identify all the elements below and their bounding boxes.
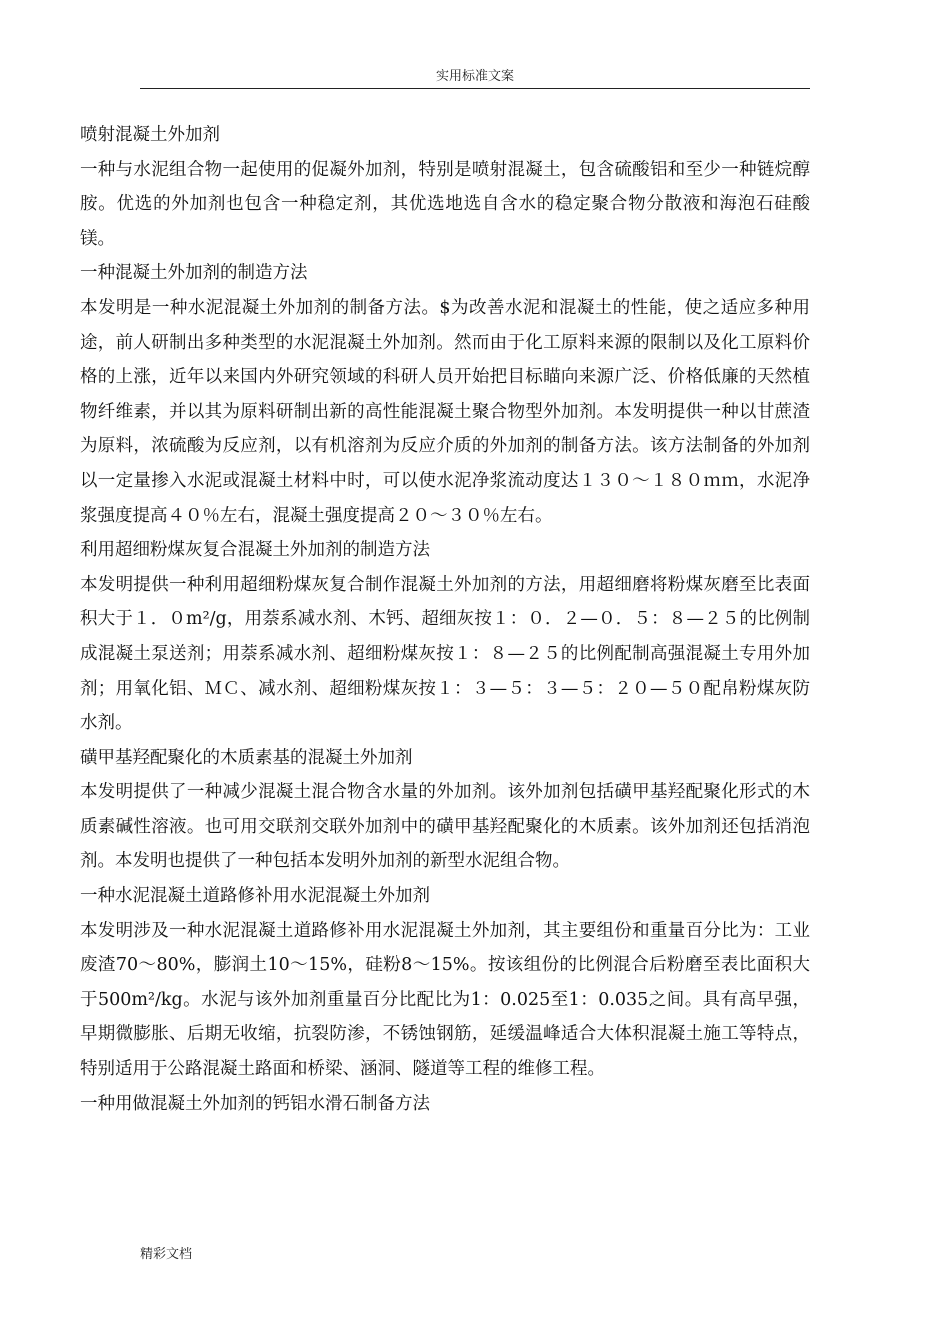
section-title: 利用超细粉煤灰复合混凝土外加剂的制造方法 xyxy=(80,540,430,561)
section-title: 一种混凝土外加剂的制造方法 xyxy=(80,263,308,284)
section-body: 本发明提供一种利用超细粉煤灰复合制作混凝土外加剂的方法，用超细磨将粉煤灰磨至比表面积大于１．０m²/g，用萘系减水剂、木钙、超细灰按１：０．２—０．５：８—２５的比例制成混凝土泵送剂；用萘系减水剂、超细粉煤灰按１：８—２５的比例配制高强混凝土专用外加剂；用氧化铝、ＭＣ、减水剂、超细粉煤灰按１：３—５：３—５：２０—５０配帛粉煤灰防水剂。 xyxy=(80,574,810,734)
document-body xyxy=(80,118,810,1121)
page-header: 实用标准文案 xyxy=(140,66,810,89)
section-title: 一种水泥混凝土道路修补用水泥混凝土外加剂 xyxy=(80,886,430,907)
page-footer: 精彩文档 xyxy=(140,1247,193,1262)
section-title: 一种用做混凝土外加剂的钙铝水滑石制备方法 xyxy=(80,1093,430,1114)
section-body: 本发明是一种水泥混凝土外加剂的制备方法。$为改善水泥和混凝土的性能，使之适应多种用途，前人研制出多种类型的水泥混凝土外加剂。然而由于化工原料来源的限制以及化工原料价格的上涨，近年以来国内外研究领域的科研人员开始把目标瞄向来源广泛、价格低廉的天然植物纤维素，并以其为原料研制出新的高性能混凝土聚合物型外加剂。本发明提供一种以甘蔗渣为原料，浓硫酸为反应剂，以有机溶剂为反应介质的外加剂的制备方法。该方法制备的外加剂以一定量掺入水泥或混凝土材料中时，可以使水泥净浆流动度达１３０～１８０ｍｍ，水泥净浆强度提高４０％左右，混凝土强度提高２０～３０％左右。 xyxy=(80,297,810,526)
section-title: 喷射混凝土外加剂 xyxy=(80,125,220,145)
section-body: 一种与水泥组合物一起使用的促凝外加剂，特别是喷射混凝土，包含硫酸铝和至少一种链烷醇胺。优选的外加剂也包含一种稳定剂，其优选地选自含水的稳定聚合物分散液和海泡石硅酸镁。 xyxy=(80,159,810,249)
section-body: 本发明提供了一种减少混凝土混合物含水量的外加剂。该外加剂包括磺甲基羟配聚化形式的木质素碱性溶液。也可用交联剂交联外加剂中的磺甲基羟配聚化的木质素。该外加剂还包括消泡剂。本发明也提供了一种包括本发明外加剂的新型水泥组合物。 xyxy=(80,782,810,872)
section-title: 磺甲基羟配聚化的木质素基的混凝土外加剂 xyxy=(80,747,413,768)
section-body: 本发明涉及一种水泥混凝土道路修补用水泥混凝土外加剂，其主要组份和重量百分比为：工业废渣70～80%，膨润土10～15%，硅粉8～15%。按该组份的比例混合后粉磨至表比面积大于500m²/kg。水泥与该外加剂重量百分比配比为1：0.025至1：0.035之间。具有高早强，早期微膨胀、后期无收缩，抗裂防渗，不锈蚀钢筋，延缓温峰适合大体积混凝土施工等特点，特别适用于公路混凝土路面和桥梁、涵洞、隧道等工程的维修工程。 xyxy=(80,920,810,1080)
